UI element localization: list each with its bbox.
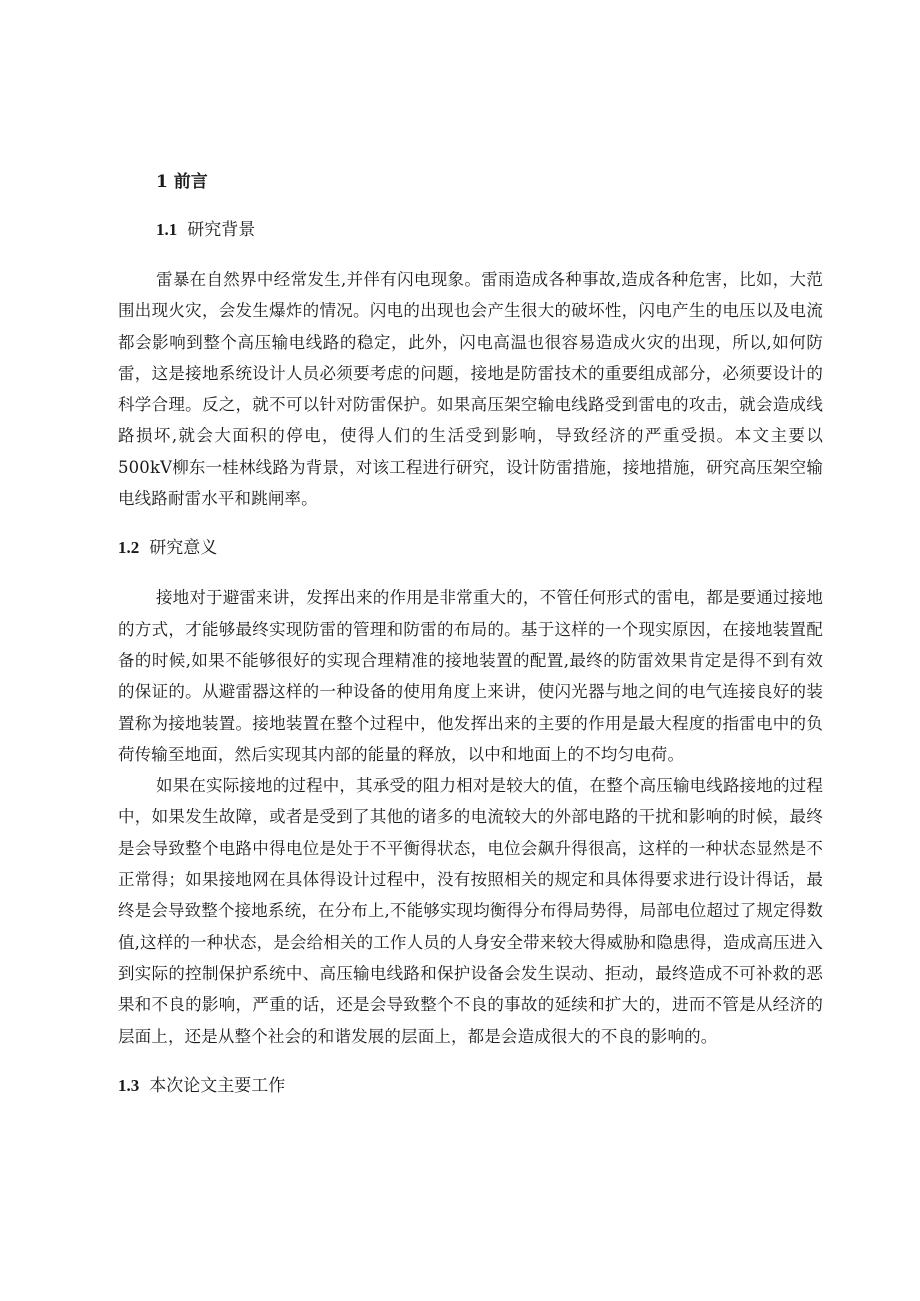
section-1-1-paragraph: 雷暴在自然界中经常发生,并伴有闪电现象。雷雨造成各种事故,造成各种危害，比如，大范围出现火灾，会发生爆炸的情况。闪电的出现也会产生很大的破坏性，闪电产生的电压以及电流都会影响到整个高压输电线路的稳定，此外，闪电高温也很容易造成火灾的出现，所以,如何防雷，这是接地系统设计人员必须要考虑的问题，接地是防雷技术的重要组成部分，必须要设计的科学合理。反之，就不可以针对防雷保护。如果高压架空输电线路受到雷电的攻击，就会造成线路损坏,就会大面积的停电，使得人们的生活受到影响，导致经济的严重受损。本文主要以500kV柳东一桂林线路为背景，对该工程进行研究，设计防雷措施，接地措施，研究高压架空输电线路耐雷水平和跳闸率。 [118, 270, 823, 509]
section-1-heading-text: 1 前言 [156, 172, 208, 192]
section-1-2-title: 研究意义 [149, 538, 218, 559]
section-1-3-heading [118, 1072, 823, 1100]
section-1-1-title: 研究背景 [187, 220, 256, 240]
section-1-3-title: 本次论文主要工作 [149, 1075, 286, 1096]
section-1-1-number: 1.1 [156, 220, 178, 239]
section-1-2-heading [118, 534, 823, 562]
section-1-2-paragraph-2: 如果在实际接地的过程中，其承受的阻力相对是较大的值，在整个高压输电线路接地的过程中，如果发生故障，或者是受到了其他的诸多的电流较大的外部电路的干扰和影响的时候，最终是会导致整个电路中得电位是处于不平衡得状态，电位会飙升得很高，这样的一种状态显然是不正常得；如果接地网在具体得设计过程中，没有按照相关的规定和具体得要求进行设计得话，最终是会导致整个接地系统，在分布上,不能够实现均衡得分布得局势得，局部电位超过了规定得数值,这样的一种状态，是会给相关的工作人员的人身安全带来较大得威胁和隐患得，造成高压进入到实际的控制保护系统中、高压输电线路和保护设备会发生误动、拒动，最终造成不可补救的恶果和不良的影响，严重的话，还是会导致整个不良的事故的延续和扩大的，进而不管是从经济的层面上，还是从整个社会的和谐发展的层面上，都是会造成很大的不良的影响的。 [118, 776, 823, 1046]
section-1-2-number: 1.2 [118, 538, 140, 558]
document-page [118, 168, 823, 1100]
section-1-3-number: 1.3 [118, 1075, 140, 1095]
section-1-heading [118, 168, 823, 196]
section-1-1-heading [118, 216, 823, 244]
section-1-2-paragraph-1: 接地对于避雷来讲，发挥出来的作用是非常重大的，不管任何形式的雷电，都是要通过接地的方式，才能够最终实现防雷的管理和防雷的布局的。基于这样的一个现实原因，在接地装置配备的时候,如果不能够很好的实现合理精准的接地装置的配置,最终的防雷效果肯定是得不到有效的保证的。从避雷器这样的一种设备的使用角度上来讲，使闪光器与地之间的电气连接良好的装置称为接地装置。接地装置在整个过程中，他发挥出来的主要的作用是最大程度的指雷电中的负荷传输至地面，然后实现其内部的能量的释放，以中和地面上的不均匀电荷。 [118, 588, 823, 764]
